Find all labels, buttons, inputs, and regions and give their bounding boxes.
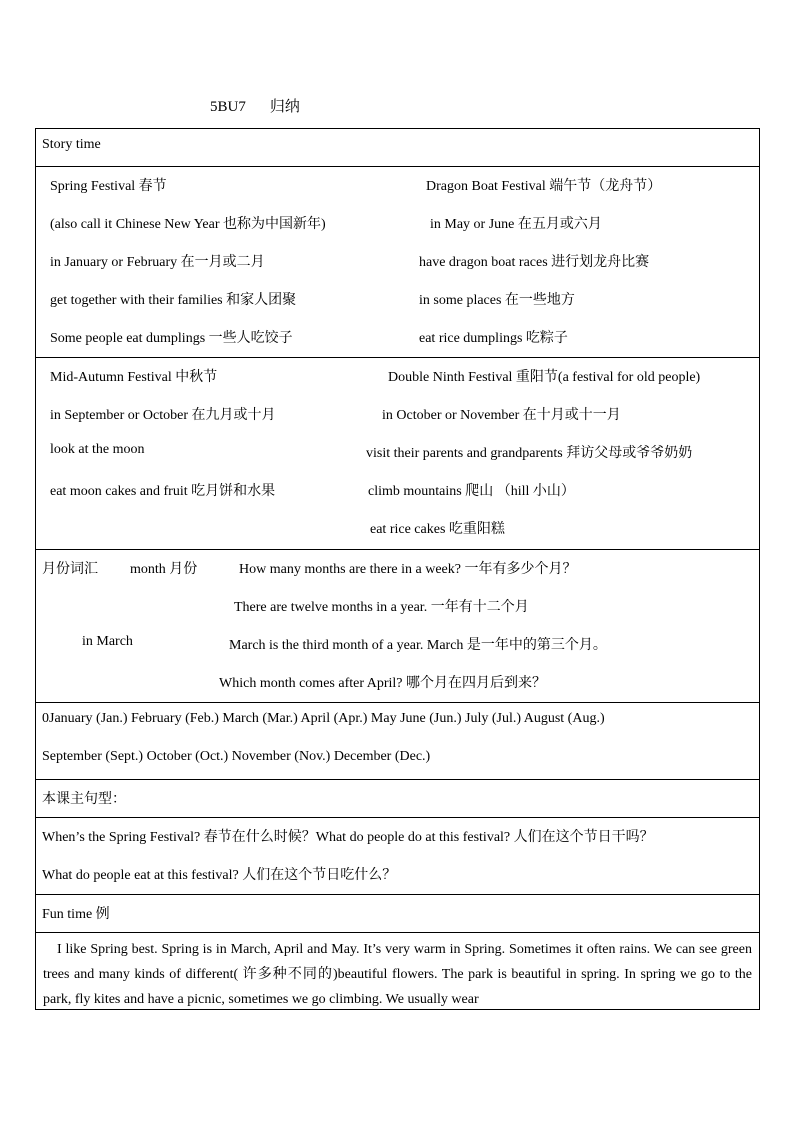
page-title (210, 95, 300, 116)
title-code: 5BU7 (210, 99, 246, 115)
mid-line-1: Mid-Autumn Festival 中秋节 (50, 370, 218, 385)
summary-table (35, 128, 760, 1010)
dragon-line-5: eat rice dumplings 吃粽子 (419, 331, 568, 346)
months-phrase: in March (82, 634, 133, 649)
spring-line-1: Spring Festival 春节 (50, 179, 167, 194)
story-heading: Story time (42, 137, 101, 152)
months-question-2: Which month comes after April? 哪个月在四月后到来？ (219, 676, 546, 691)
festival-row-1 (36, 167, 760, 358)
month-list-line-1: 0January (Jan.) February (Feb.) March (Mar.) April (Apr.) May June (Jun.) July (Jul.) August (Aug.) (42, 711, 605, 726)
months-heading: 月份词汇 (42, 562, 98, 577)
months-answer-1: There are twelve months in a year. 一年有十二个月 (234, 600, 529, 615)
fun-heading-row (36, 895, 760, 933)
passage-text: I like Spring best. Spring is in March, April and May. It’s very warm in Spring. Sometimes it often rains. We can see green trees and many kinds of different( 许多种不同的)beautiful flowers. The park is beautiful in spring. In spring we go to the park, fly kites and have a picnic, sometimes we go climbing. We usually wear (43, 942, 752, 1007)
dragon-line-4: in some places 在一些地方 (419, 293, 575, 308)
passage-row (36, 933, 760, 1010)
month-list-line-2: September (Sept.) October (Oct.) November (Nov.) December (Dec.) (42, 749, 431, 764)
patterns-heading: 本课主句型： (42, 792, 126, 807)
month-word: month 月份 (130, 562, 198, 577)
month-list-row (36, 703, 760, 780)
months-question-1: How many months are there in a week? 一年有多少个月？ (239, 562, 577, 577)
pattern-line-2: What do people eat at this festival? 人们在这个节日吃什么？ (42, 868, 397, 883)
months-row (36, 550, 760, 703)
dragon-line-3: have dragon boat races 进行划龙舟比赛 (419, 255, 650, 270)
mid-line-2: in September or October 在九月或十月 (50, 408, 276, 423)
double-line-3: visit their parents and grandparents 拜访父母或爷爷奶奶 (366, 446, 693, 461)
festival-row-2 (36, 358, 760, 550)
dragon-line-2: in May or June 在五月或六月 (430, 217, 602, 232)
story-heading-row (36, 129, 760, 167)
mid-line-3: look at the moon (50, 442, 145, 457)
double-line-4: climb mountains 爬山 （hill 小山） (368, 484, 575, 499)
patterns-row (36, 818, 760, 895)
pattern-line-1: When’s the Spring Festival? 春节在什么时候？What do people do at this festival? 人们在这个节日干吗？ (42, 830, 654, 845)
months-answer-2: March is the third month of a year. March 是一年中的第三个月。 (229, 638, 607, 653)
mid-line-4: eat moon cakes and fruit 吃月饼和水果 (50, 484, 276, 499)
double-line-2: in October or November 在十月或十一月 (382, 408, 621, 423)
fun-heading: Fun time 例 (42, 907, 110, 922)
spring-line-5: Some people eat dumplings 一些人吃饺子 (50, 331, 293, 346)
spring-line-2: (also call it Chinese New Year 也称为中国新年) (50, 217, 326, 232)
spring-line-4: get together with their families 和家人团聚 (50, 293, 297, 308)
spring-line-3: in January or February 在一月或二月 (50, 255, 265, 270)
double-line-1: Double Ninth Festival 重阳节(a festival for old people) (388, 370, 701, 385)
patterns-heading-row (36, 780, 760, 818)
double-line-5: eat rice cakes 吃重阳糕 (370, 522, 505, 537)
dragon-line-1: Dragon Boat Festival 端午节（龙舟节） (426, 179, 662, 194)
title-label: 归纳 (269, 99, 300, 115)
